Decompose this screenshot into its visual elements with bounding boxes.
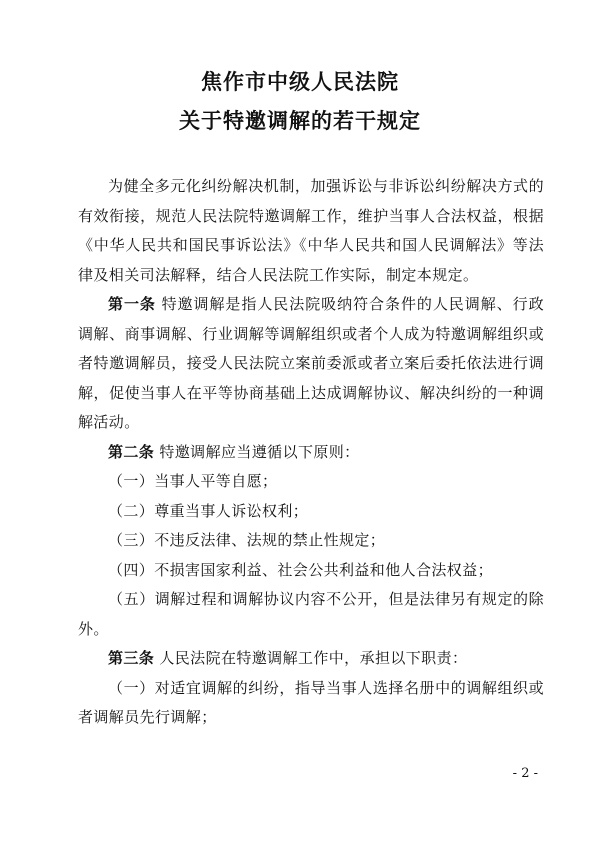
article-2-item: （二）尊重当事人诉讼权利； [108,501,309,520]
article-1-paragraph [78,290,544,438]
document-body [78,172,544,733]
article-3-item: （一）对适宜调解的纠纷，指导当事人选择名册中的调解组织或者调解员先行调解； [78,678,544,726]
article-2-item: （五）调解过程和调解协议内容不公开，但是法律另有规定的除外。 [78,590,544,638]
document-title-line1: 焦作市中级人民法院 [201,69,399,94]
preamble-paragraph: 为健全多元化纠纷解决机制，加强诉讼与非诉讼纠纷解决方式的有效衔接，规范人民法院特邀调解工作，维护当事人合法权益，根据《中华人民共和国民事诉讼法》《中华人民共和国人民调解法》等法律及相关司法解释，结合人民法院工作实际，制定本规定。 [78,177,544,284]
article-2-text: 特邀调解应当遵循以下原则： [154,442,360,461]
article-2-item: （三）不违反法律、法规的禁止性规定； [108,531,386,549]
page-number: - 2 - [512,766,538,781]
article-1-text: 特邀调解是指人民法院吸纳符合条件的人民调解、行政调解、商事调解、行业调解等调解组织或者个人成为特邀调解组织或者特邀调解员，接受人民法院立案前委派或者立案后委托依法进行调解，促使当事人在平等协商基础上达成调解协议、解决纠纷的一种调解活动。 [78,295,544,431]
article-3-text: 人民法院在特邀调解工作中，承担以下职责： [154,649,468,667]
article-2-paragraph [78,438,544,468]
article-2-item: （一）当事人平等自愿； [108,472,278,490]
article-1-heading: 第一条 [108,295,156,313]
document-title-line2: 关于特邀调解的若干规定 [179,108,421,133]
article-3-paragraph [78,644,544,674]
article-2-heading: 第二条 [108,442,155,461]
article-3-heading: 第三条 [108,649,155,667]
article-2-item: （四）不损害国家利益、社会公共利益和他人合法权益； [108,560,494,579]
